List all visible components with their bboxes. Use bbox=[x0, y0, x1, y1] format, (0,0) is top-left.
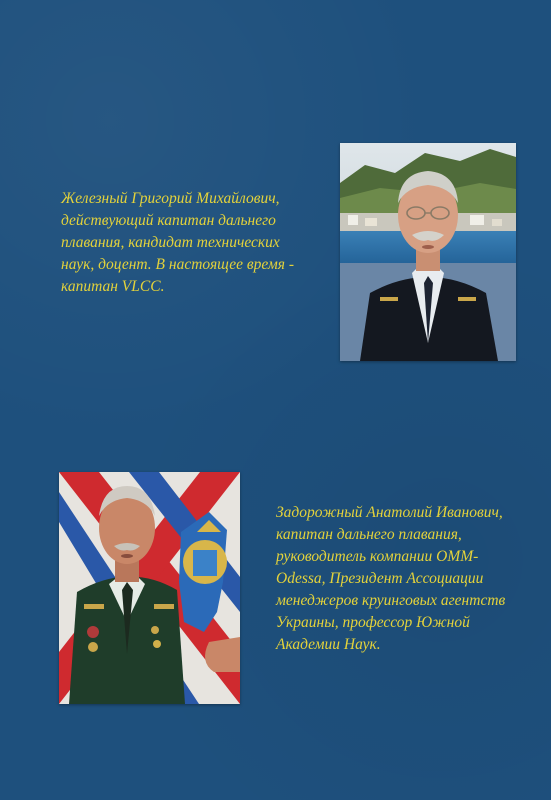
portrait-photo-zadorozhny bbox=[59, 472, 240, 704]
bio-text-zhelezny: Железный Григорий Михайлович, действующий капитан дальнего плавания, кандидат технических наук, доцент. В настоящее время - капитан VLCC. bbox=[61, 190, 294, 295]
bio-text-zadorozhny: Задорожный Анатолий Иванович, капитан дальнего плавания, руководитель компании ОММ- Odessa, Президент Ассоциации менеджеров круинговых агентств Украины, профессор Южной Академии Наук. bbox=[276, 504, 506, 653]
portrait-photo-zhelezny bbox=[340, 143, 516, 361]
